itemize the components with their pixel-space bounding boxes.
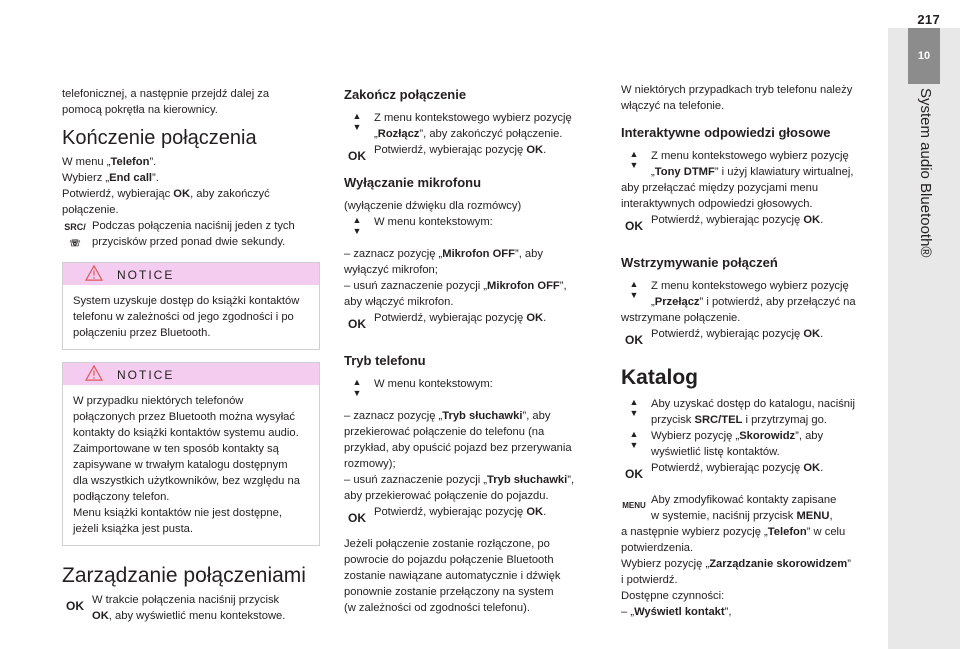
- up-down-arrows-icon: ▲ ▼: [629, 149, 639, 170]
- up-down-arrows-icon: ▲ ▼: [352, 111, 362, 132]
- intro-line: telefonicznej, a następnie przejdź dalej za: [62, 88, 270, 100]
- up-down-arrows-icon: ▲ ▼: [629, 429, 639, 450]
- text-line: (w zależności od zgodności telefonu).: [344, 602, 530, 614]
- warning-icon: [85, 265, 103, 281]
- ok-instruction: OK Potwierdź, wybierając pozycję OK.: [621, 460, 879, 492]
- src-phone-icon: SRC/☏: [64, 222, 86, 248]
- text-line: – „Wyświetl kontakt”,: [621, 606, 732, 618]
- menu-icon: MENU: [622, 501, 646, 510]
- text-line: W menu „Telefon”.: [62, 156, 157, 168]
- text-line: Wybierz pozycję „Zarządzanie skorowidzem”: [621, 558, 851, 570]
- heading-end-call: Zakończ połączenie: [344, 87, 467, 102]
- text-line: ponownie zostanie przełączony na system: [344, 586, 554, 598]
- text-line: Dostępne czynności:: [621, 590, 725, 602]
- text-line: aby włączyć mikrofon.: [344, 296, 454, 308]
- ok-icon: OK: [348, 317, 366, 331]
- heading-end-call: Kończenie połączenia: [62, 127, 257, 149]
- text-line: przekierować połączenie do telefonu (na: [344, 426, 545, 438]
- up-down-arrows-icon: ▲ ▼: [629, 397, 639, 418]
- arrows-instruction: ▲ ▼ Z menu kontekstowego wybierz pozycję „Rozłącz”, aby zakończyć połączenie.: [344, 110, 602, 142]
- up-down-arrows-icon: ▲ ▼: [352, 377, 362, 398]
- arrows-instruction: ▲ ▼ W menu kontekstowym:: [344, 214, 602, 246]
- text-line: włączyć na telefonie.: [621, 100, 725, 112]
- chapter-title-wrap: [898, 88, 950, 488]
- heading-manage-calls: Zarządzanie połączeniami: [62, 564, 306, 587]
- heading-mic: Wyłączanie mikrofonu: [344, 175, 482, 190]
- text-line: – usuń zaznaczenie pozycji „Tryb słuchawki”,: [344, 474, 575, 486]
- text-line: Jeżeli połączenie zostanie rozłączone, po: [344, 538, 550, 550]
- text-line: – usuń zaznaczenie pozycji „Mikrofon OFF”,: [344, 280, 567, 292]
- text-line: wyłączyć mikrofon;: [344, 264, 438, 276]
- text-line: aby przełączać między pozycjami menu: [621, 182, 819, 194]
- up-down-arrows-icon: ▲ ▼: [629, 279, 639, 300]
- text-line: przykład, aby opuścić pojazd bez przerywania: [344, 442, 572, 454]
- text-line: a następnie wybierz pozycję „Telefon” w celu: [621, 526, 846, 538]
- notice-body: System uzyskuje dostęp do książki kontaktów telefonu w zależności od jego zgodności i po połączeniu przez Bluetooth.: [73, 295, 300, 339]
- text-line: Potwierdź, wybierając OK, aby zakończyć: [62, 188, 270, 200]
- ok-icon: OK: [625, 333, 643, 347]
- text-line: połączenie.: [62, 204, 119, 216]
- text-line: interaktywnych odpowiedzi głosowych.: [621, 198, 813, 210]
- heading-phone-mode: Tryb telefonu: [344, 353, 426, 368]
- ok-instruction: OK Potwierdź, wybierając pozycję OK.: [344, 310, 602, 342]
- chapter-tab: [888, 28, 960, 649]
- column-3: [621, 82, 879, 620]
- notice-header: [63, 263, 319, 285]
- text-line: i potwierdź.: [621, 574, 678, 586]
- notice-body: W przypadku niektórych telefonów połączonych przez Bluetooth można wysyłać kontakty do książki kontaktów systemu audio. Zaimportowane w ten sposób kontakty są zapisywane w trwałym katalogu dostępnym dla wszystkich użytkowników, bez względu na podłączony telefon. Menu książki kontaktów nie jest dostępne, jeżeli książka jest pusta.: [73, 395, 300, 535]
- notice-header: [63, 363, 319, 385]
- column-2: [344, 86, 602, 616]
- ok-icon: OK: [348, 511, 366, 525]
- arrows-instruction: ▲ ▼ Aby uzyskać dostęp do katalogu, naciśnij przycisk SRC/TEL i przytrzymaj go.: [621, 396, 879, 428]
- ok-instruction: OK Potwierdź, wybierając pozycję OK.: [621, 212, 879, 244]
- chapter-title: System audio Bluetooth®: [917, 88, 934, 258]
- text-line: wstrzymane połączenie.: [621, 312, 741, 324]
- heading-hold-call: Wstrzymywanie połączeń: [621, 255, 778, 270]
- up-down-arrows-icon: ▲ ▼: [352, 215, 362, 236]
- arrows-instruction: ▲ ▼ Z menu kontekstowego wybierz pozycję „Przełącz” i potwierdź, aby przełączyć na: [621, 278, 879, 310]
- ok-instruction: OK Potwierdź, wybierając pozycję OK.: [344, 504, 602, 536]
- notice-box: [62, 262, 320, 350]
- ok-icon: OK: [348, 149, 366, 163]
- ok-icon: OK: [625, 219, 643, 233]
- ok-icon: OK: [625, 467, 643, 481]
- heading-voice-response: Interaktywne odpowiedzi głosowe: [621, 125, 831, 140]
- ok-instruction: OK Potwierdź, wybierając pozycję OK.: [344, 142, 602, 160]
- text-line: (wyłączenie dźwięku dla rozmówcy): [344, 200, 522, 212]
- ok-instruction: OK Potwierdź, wybierając pozycję OK.: [621, 326, 879, 358]
- arrows-instruction: ▲ ▼ W menu kontekstowym:: [344, 376, 602, 408]
- text-line: powrocie do pojazdu połączenie Bluetooth: [344, 554, 554, 566]
- warning-icon: [85, 365, 103, 381]
- text-line: rozmowy);: [344, 458, 396, 470]
- notice-label: NOTICE: [117, 368, 175, 382]
- text-line: aby przekierować połączenie do pojazdu.: [344, 490, 549, 502]
- text-line: W niektórych przypadkach tryb telefonu należy: [621, 84, 853, 96]
- notice-box: [62, 362, 320, 546]
- ok-icon: OK: [66, 599, 84, 613]
- text-line: zostanie nawiązane automatycznie i dźwięk: [344, 570, 561, 582]
- chapter-number: 10: [908, 28, 940, 84]
- intro-line: pomocą pokrętła na kierownicy.: [62, 104, 218, 116]
- text-line: – zaznacz pozycję „Mikrofon OFF”, aby: [344, 248, 543, 260]
- text-line: – zaznacz pozycję „Tryb słuchawki”, aby: [344, 410, 551, 422]
- arrows-instruction: ▲ ▼ Wybierz pozycję „Skorowidz”, aby wyświetlić listę kontaktów.: [621, 428, 879, 460]
- notice-label: NOTICE: [117, 268, 175, 282]
- text-line: potwierdzenia.: [621, 542, 694, 554]
- page-number: 217: [917, 12, 940, 27]
- src-instruction: SRC/☏ Podczas połączenia naciśnij jeden z tych przycisków przed ponad dwie sekundy.: [62, 218, 320, 250]
- column-1: [62, 86, 320, 624]
- arrows-instruction: ▲ ▼ Z menu kontekstowego wybierz pozycję „Tony DTMF” i użyj klawiatury wirtualnej,: [621, 148, 879, 180]
- ok-instruction: OK W trakcie połączenia naciśnij przycisk OK, aby wyświetlić menu kontekstowe.: [62, 592, 320, 624]
- text-line: Wybierz „End call”.: [62, 172, 159, 184]
- menu-instruction: MENU Aby zmodyfikować kontakty zapisane w systemie, naciśnij przycisk MENU,: [622, 494, 837, 522]
- heading-catalog: Katalog: [621, 366, 699, 389]
